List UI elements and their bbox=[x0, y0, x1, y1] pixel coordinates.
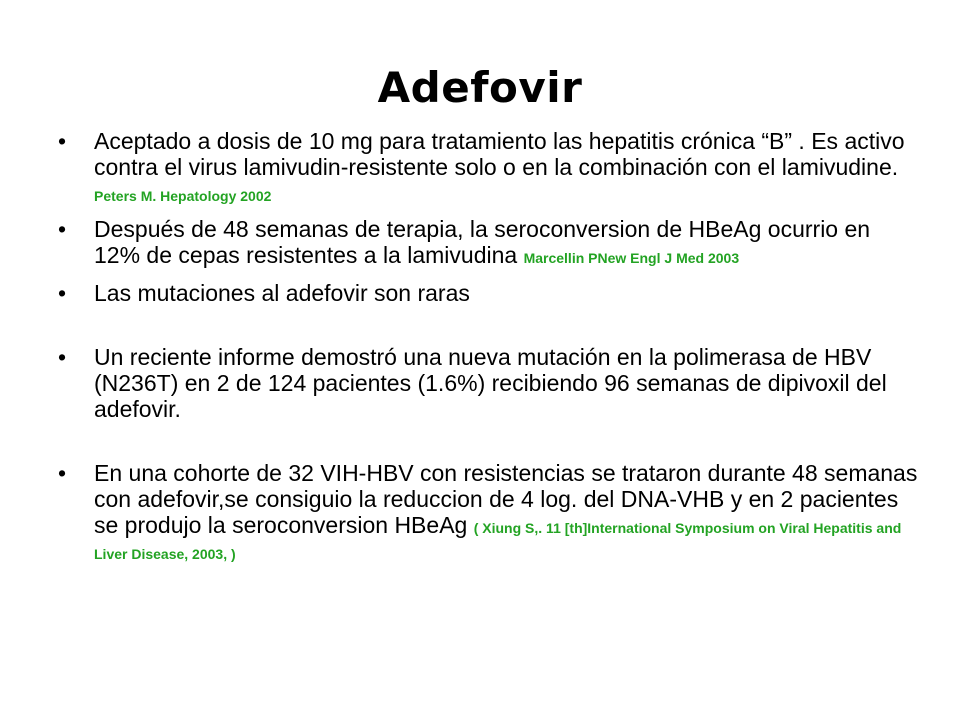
bullet-item bbox=[58, 344, 918, 422]
bullet-item bbox=[58, 460, 918, 564]
bullet-text: En una cohorte de 32 VIH-HBV con resistencias se trataron durante 48 semanas con adefovir,se consiguio la reduccion de 4 log. del DNA-VHB y en 2 pacientes se produjo la seroconversion HBeAg bbox=[94, 460, 918, 538]
bullet-text: Aceptado a dosis de 10 mg para tratamiento las hepatitis crónica “B” . Es activo contra el virus lamivudin-resistente solo o en la combinación con el lamivudine. bbox=[94, 128, 905, 180]
bullet-item bbox=[58, 280, 918, 306]
bullet-text: Un reciente informe demostró una nueva mutación en la polimerasa de HBV (N236T) en 2 de 124 pacientes (1.6%) recibiendo 96 semanas de dipivoxil del adefovir. bbox=[94, 344, 887, 422]
bullet-item bbox=[58, 128, 918, 206]
bullet-reference: Marcellin PNew Engl J Med 2003 bbox=[523, 250, 740, 266]
bullet-marker: • bbox=[58, 344, 67, 370]
bullet-marker: • bbox=[58, 216, 67, 242]
bullet-marker: • bbox=[58, 280, 67, 306]
slide-title: Adefovir bbox=[377, 63, 583, 112]
bullet-marker: • bbox=[58, 460, 67, 486]
bullet-list bbox=[58, 128, 918, 564]
bullet-marker: • bbox=[58, 128, 67, 154]
bullet-reference: Peters M. Hepatology 2002 bbox=[94, 188, 272, 204]
bullet-item bbox=[58, 216, 918, 268]
bullet-text: Las mutaciones al adefovir son raras bbox=[94, 280, 470, 306]
bullet-reference: ( Xiung S,. 11 [th]International Symposium on Viral Hepatitis and Liver Disease, 2003, ) bbox=[94, 520, 902, 562]
bullet-text: Después de 48 semanas de terapia, la seroconversion de HBeAg ocurrio en 12% de cepas resistentes a la lamivudina bbox=[94, 216, 871, 268]
